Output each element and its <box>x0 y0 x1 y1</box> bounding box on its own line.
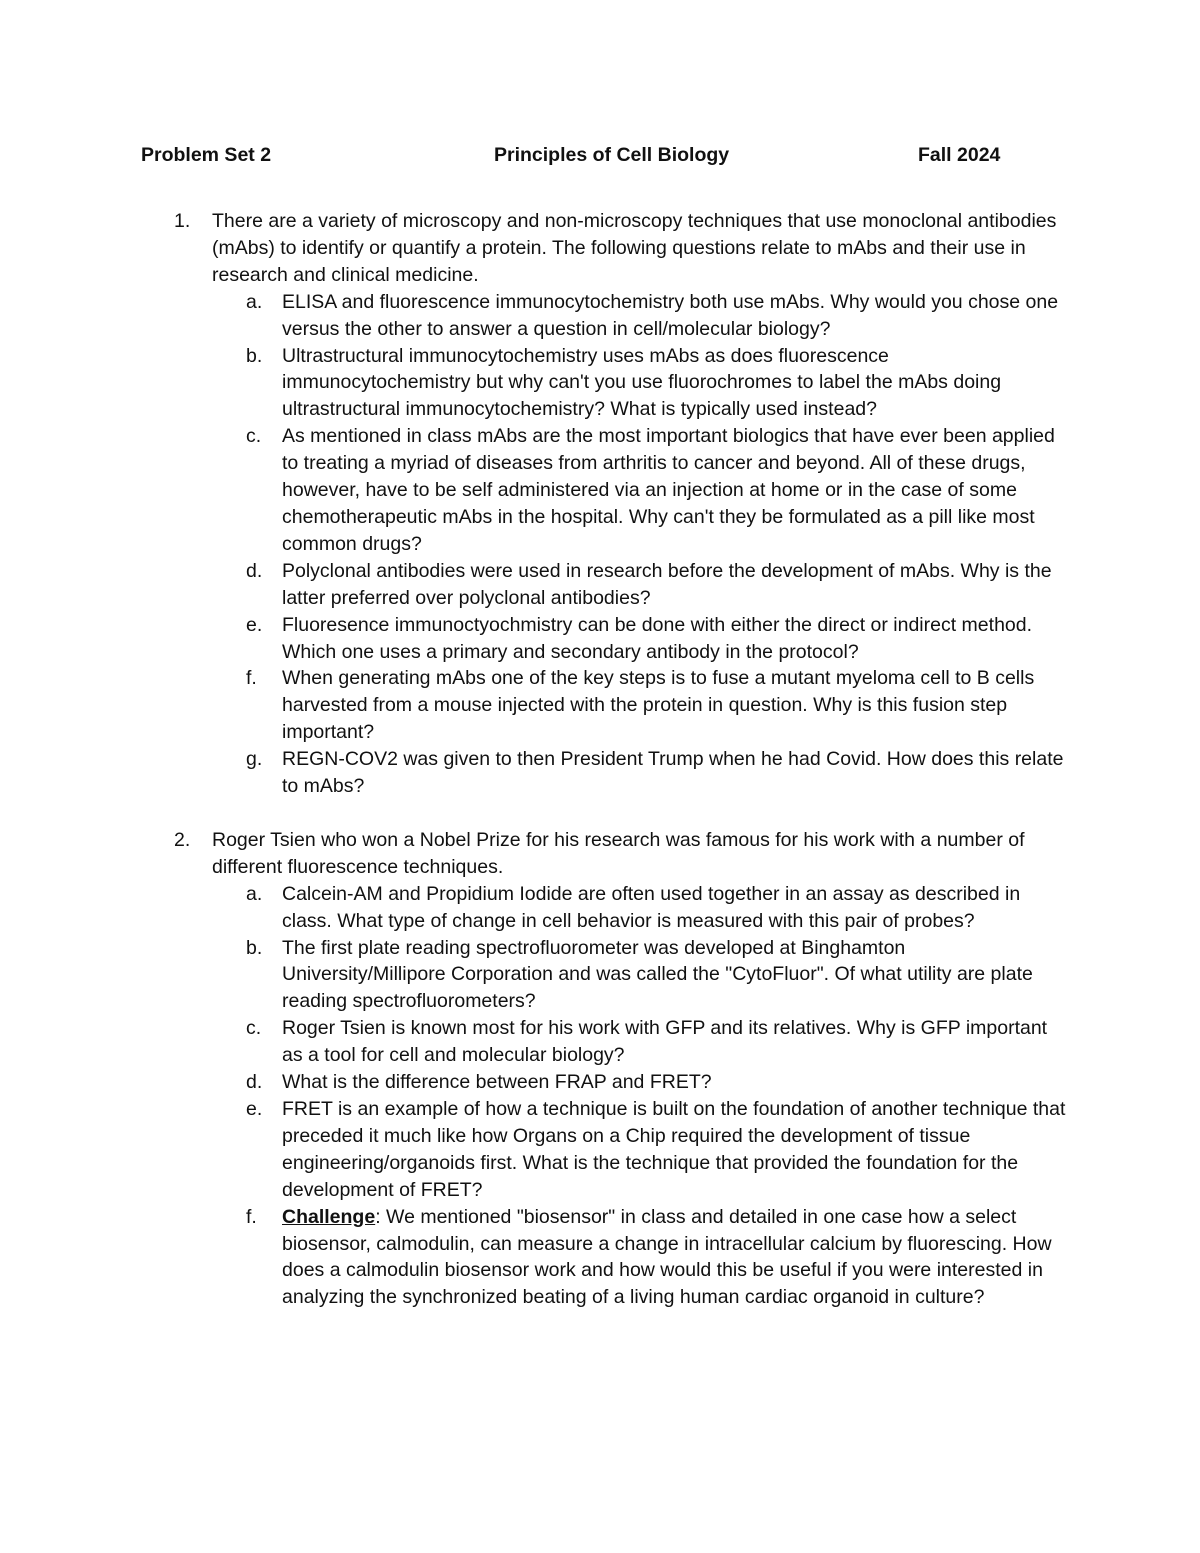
sub-question-list <box>212 289 1072 800</box>
sub-question-2f <box>212 1204 1072 1312</box>
question-number: 1. <box>174 210 191 232</box>
question-list <box>0 208 1200 1311</box>
sub-question-letter: c. <box>246 425 262 448</box>
sub-question-letter: a. <box>246 882 263 905</box>
document-header <box>141 142 1071 168</box>
challenge-label: Challenge <box>282 1205 376 1228</box>
sub-question-1g <box>212 746 1072 800</box>
sub-question-2c <box>212 1015 1072 1069</box>
sub-question-1e <box>212 612 1072 666</box>
sub-question-letter: c. <box>246 1017 262 1040</box>
sub-question-text: FRET is an example of how a technique is built on the foundation of another technique that preceded it much like how Organs on a Chip required the development of tissue engineering/organoids first. What is the technique that provided the foundation for the development of FRET? <box>282 1098 1066 1201</box>
sub-question-text: Roger Tsien is known most for his work with GFP and its relatives. Why is GFP important as a tool for cell and molecular biology? <box>282 1017 1048 1067</box>
sub-question-text: Calcein-AM and Propidium Iodide are often used together in an assay as described in class. What type of change in cell behavior is measured with this pair of probes? <box>282 882 1021 932</box>
sub-question-2e <box>212 1096 1072 1204</box>
sub-question-1b <box>212 343 1072 424</box>
sub-question-list <box>212 881 1072 1312</box>
course-title: Principles of Cell Biology <box>494 144 730 166</box>
sub-question-1f <box>212 665 1072 746</box>
sub-question-text: The first plate reading spectrofluorometer was developed at Binghamton University/Millipore Corporation and was called the "CytoFluor". Of what utility are plate reading spectrofluorometers? <box>282 936 1033 1013</box>
sub-question-1c <box>212 423 1072 558</box>
sub-question-1d <box>212 558 1072 612</box>
question-text: Roger Tsien who won a Nobel Prize for his research was famous for his work with a number of different fluorescence techniques. <box>212 828 1025 878</box>
sub-question-text: Ultrastructural immunocytochemistry uses mAbs as does fluorescence immunocytochemistry but why can't you use fluorochromes to label the mAbs doing ultrastructural immunocytochemistry? What is typically used instead? <box>282 344 1002 421</box>
sub-question-text: ELISA and fluorescence immunocytochemistry both use mAbs. Why would you chose one versus the other to answer a question in cell/molecular biology? <box>282 290 1059 340</box>
sub-question-text: As mentioned in class mAbs are the most important biologics that have ever been applied to treating a myriad of diseases from arthritis to cancer and beyond. All of these drugs, however, have to be self administered via an injection at home or in the case of some chemotherapeutic mAbs in the hospital. Why can't they be formulated as a pill like most common drugs? <box>282 425 1055 555</box>
term-label: Fall 2024 <box>918 144 1001 166</box>
question-text: There are a variety of microscopy and non-microscopy techniques that use monoclonal antibodies (mAbs) to identify or quantify a protein. The following questions relate to mAbs and their use in research and clinical medicine. <box>212 210 1057 286</box>
question-2 <box>0 827 1072 1311</box>
sub-question-2b <box>212 935 1072 1016</box>
sub-question-letter: e. <box>246 1098 263 1120</box>
problem-set-title: Problem Set 2 <box>141 144 272 166</box>
sub-question-2d <box>212 1069 1072 1096</box>
sub-question-text: Polyclonal antibodies were used in research before the development of mAbs. Why is the latter preferred over polyclonal antibodies? <box>282 559 1052 609</box>
sub-question-text: Fluoresence immunoctyochmistry can be done with either the direct or indirect method. Which one uses a primary and secondary antibody in the protocol? <box>282 613 1033 663</box>
sub-question-text: When generating mAbs one of the key steps is to fuse a mutant myeloma cell to B cells harvested from a mouse injected with the protein in question. Why is this fusion step important? <box>282 667 1035 744</box>
question-number: 2. <box>174 828 191 851</box>
sub-question-letter: g. <box>246 748 263 771</box>
sub-question-2a <box>212 881 1072 935</box>
question-1 <box>0 208 1072 800</box>
sub-question-letter: d. <box>246 559 263 582</box>
sub-question-letter: f. <box>246 1205 257 1228</box>
sub-question-text: : We mentioned "biosensor" in class and detailed in one case how a select biosensor, calmodulin, can measure a change in intracellular calcium by fluorescing. How does a calmodulin biosensor work and how would this be useful if you were interested in analyzing the synchronized beating of a living human cardiac organoid in culture? <box>282 1205 1052 1309</box>
sub-question-letter: a. <box>246 290 263 313</box>
sub-question-text: What is the difference between FRAP and FRET? <box>282 1071 712 1094</box>
sub-question-letter: b. <box>246 344 263 367</box>
sub-question-letter: b. <box>246 936 263 959</box>
sub-question-text: REGN-COV2 was given to then President Trump when he had Covid. How does this relate to mAbs? <box>282 748 1064 798</box>
sub-question-1a <box>212 289 1072 343</box>
sub-question-letter: e. <box>246 613 263 636</box>
sub-question-letter: f. <box>246 667 257 690</box>
sub-question-letter: d. <box>246 1071 263 1094</box>
